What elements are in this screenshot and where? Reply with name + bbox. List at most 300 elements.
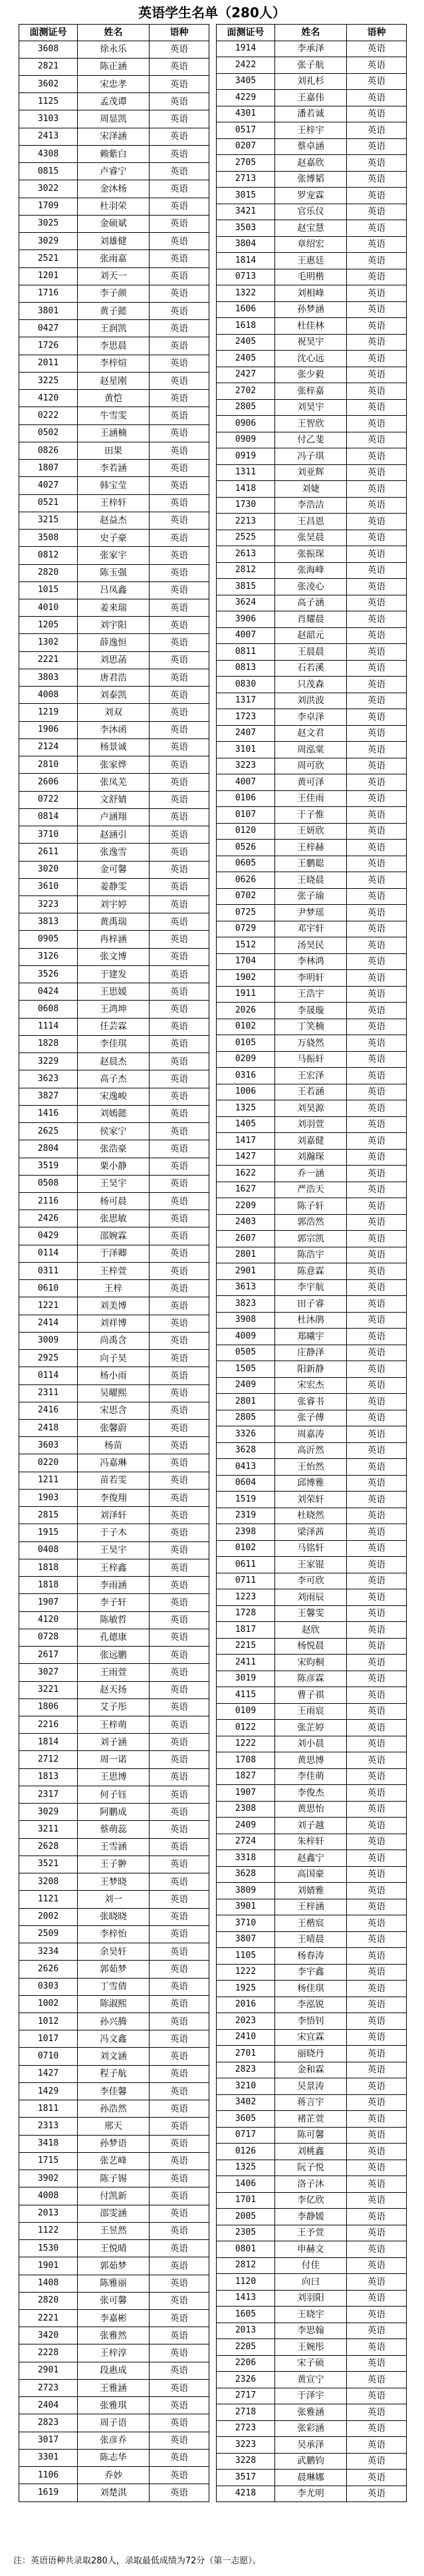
student-name-cell: 李沐函: [78, 721, 150, 738]
exam-number-cell: 0604: [217, 1475, 275, 1492]
student-name-cell: 王梓涵: [275, 1899, 347, 1915]
language-cell: 英语: [150, 2257, 209, 2275]
exam-number-cell: 3503: [217, 220, 275, 237]
exam-number-cell: 1219: [19, 704, 78, 721]
table-row: [217, 1703, 407, 1720]
exam-number-cell: 0107: [217, 807, 275, 824]
table-row: [19, 250, 209, 267]
student-name-cell: 于子木: [78, 1524, 150, 1541]
student-name-cell: 祝昊宇: [275, 334, 347, 351]
table-row: [19, 965, 209, 983]
student-name-cell: 李卓泽: [275, 709, 347, 726]
student-name-cell: 李宇航: [275, 1279, 347, 1296]
exam-number-cell: 3526: [19, 965, 78, 983]
table-row: [217, 725, 407, 742]
exam-number-cell: 3823: [217, 1296, 275, 1313]
student-name-cell: 李嘉彬: [78, 2309, 150, 2327]
exam-number-cell: 3613: [217, 1279, 275, 1296]
student-name-cell: 牛雪雯: [78, 407, 150, 424]
student-name-cell: 张睿书: [275, 1394, 347, 1410]
student-name-cell: 王晓宇: [275, 2307, 347, 2323]
student-name-cell: 刘洪波: [275, 693, 347, 709]
table-row: [217, 1671, 407, 1687]
exam-number-cell: 1606: [217, 301, 275, 318]
language-cell: 英语: [347, 1051, 407, 1068]
exam-number-cell: 1017: [19, 2030, 78, 2048]
exam-number-cell: 2713: [217, 171, 275, 188]
exam-number-cell: 2712: [19, 1751, 78, 1768]
student-name-cell: 刘宇婷: [78, 895, 150, 913]
exam-number-cell: 2628: [19, 1838, 78, 1855]
student-name-cell: 周一诺: [78, 1751, 150, 1768]
language-cell: 英语: [150, 1891, 209, 1908]
footnote: 注：英语语种共录取280人，录取最低成绩为72分（第一志愿）。: [13, 2556, 261, 2566]
table-row: [217, 1524, 407, 1541]
exam-number-cell: 0801: [217, 2241, 275, 2258]
table-row: [217, 2388, 407, 2404]
exam-number-cell: 3421: [217, 204, 275, 220]
table-row: [19, 756, 209, 774]
table-row: [217, 1394, 407, 1410]
student-name-cell: 李尤明: [275, 2486, 347, 2502]
student-name-cell: 王梓宇: [275, 122, 347, 139]
table-row: [19, 2135, 209, 2152]
language-cell: 英语: [150, 250, 209, 267]
exam-number-cell: 3809: [217, 1883, 275, 1899]
exam-number-cell: 0521: [19, 494, 78, 512]
student-name-cell: 李晟璇: [275, 1003, 347, 1019]
exam-number-cell: 2805: [217, 399, 275, 416]
table-row: [217, 530, 407, 546]
language-cell: 英语: [150, 1105, 209, 1122]
exam-number-cell: 1901: [19, 2257, 78, 2275]
student-name-cell: 李亿欣: [275, 2192, 347, 2209]
student-name-cell: 李思晨: [78, 337, 150, 355]
language-cell: 英语: [347, 627, 407, 644]
exam-number-cell: 1205: [19, 617, 78, 634]
exam-number-cell: 1413: [217, 2290, 275, 2307]
language-cell: 英语: [347, 41, 407, 57]
table-row: [217, 807, 407, 824]
exam-number-cell: 3508: [19, 530, 78, 547]
language-cell: 英语: [347, 253, 407, 269]
language-cell: 英语: [150, 704, 209, 721]
language-cell: 英语: [150, 2379, 209, 2396]
student-name-cell: 黄可泽: [275, 774, 347, 791]
language-cell: 英语: [347, 2144, 407, 2160]
student-name-cell: 卢睿宁: [78, 163, 150, 180]
exam-number-cell: 2812: [217, 562, 275, 579]
exam-number-cell: 1211: [19, 1472, 78, 1489]
student-name-cell: 邵雯涵: [78, 2205, 150, 2222]
exam-number-cell: 2407: [217, 725, 275, 742]
exam-number-cell: 2702: [217, 383, 275, 400]
table-row: [19, 617, 209, 634]
exam-number-cell: 2701: [217, 2046, 275, 2062]
table-row: [19, 1437, 209, 1454]
student-name-cell: 宋思含: [78, 1402, 150, 1419]
student-name-cell: 肖耀晨: [275, 611, 347, 628]
table-row: [19, 1647, 209, 1664]
table-row: [19, 1332, 209, 1349]
exam-number-cell: 4009: [217, 1329, 275, 1345]
exam-number-cell: 4027: [19, 477, 78, 494]
language-cell: 英语: [347, 1850, 407, 1867]
table-row: [217, 709, 407, 726]
language-cell: 英语: [347, 1915, 407, 1932]
student-name-cell: 庄静泽: [275, 1345, 347, 1361]
exam-number-cell: 3813: [19, 913, 78, 931]
exam-number-cell: 3608: [19, 41, 78, 58]
language-cell: 英语: [347, 774, 407, 791]
table-row: [217, 1231, 407, 1247]
language-cell: 英语: [150, 180, 209, 198]
exam-number-cell: 2414: [19, 1315, 78, 1332]
student-name-cell: 黄子懿: [78, 303, 150, 320]
language-cell: 英语: [150, 1716, 209, 1734]
language-cell: 英语: [347, 1899, 407, 1915]
student-name-cell: 赵欣: [275, 1622, 347, 1639]
table-row: [19, 826, 209, 844]
exam-number-cell: 1201: [19, 267, 78, 285]
language-cell: 英语: [347, 432, 407, 448]
table-row: [217, 840, 407, 856]
table-row: [19, 1192, 209, 1209]
language-cell: 英语: [347, 1671, 407, 1687]
language-cell: 英语: [347, 204, 407, 220]
table-row: [19, 337, 209, 355]
table-row: [19, 669, 209, 686]
exam-number-cell: 2901: [19, 2362, 78, 2379]
student-name-cell: 石若溪: [275, 660, 347, 677]
language-cell: 英语: [150, 1001, 209, 1018]
language-cell: 英语: [347, 2176, 407, 2193]
exam-number-cell: 1814: [19, 1734, 78, 1751]
table-row: [19, 2344, 209, 2362]
table-row: [217, 318, 407, 335]
student-name-cell: 乔妙: [78, 2467, 150, 2484]
exam-number-cell: 4007: [217, 774, 275, 791]
language-cell: 英语: [150, 1227, 209, 1245]
language-cell: 英语: [347, 2404, 407, 2421]
student-name-cell: 陈意霖: [275, 1263, 347, 1280]
exam-number-cell: 0517: [217, 122, 275, 139]
table-row: [19, 2048, 209, 2065]
language-cell: 英语: [347, 888, 407, 905]
student-name-cell: 张雅琪: [78, 2397, 150, 2414]
exam-number-cell: 2405: [217, 351, 275, 367]
table-row: [19, 2118, 209, 2135]
student-name-cell: 王惠廷: [275, 253, 347, 269]
table-row: [217, 2307, 407, 2323]
table-row: [217, 1035, 407, 1052]
student-name-cell: 李静媛: [275, 2209, 347, 2225]
language-cell: 英语: [150, 530, 209, 547]
student-name-cell: 王梓淳: [78, 2344, 150, 2362]
student-name-cell: 杨春涛: [275, 1948, 347, 1965]
exam-number-cell: 1222: [217, 1736, 275, 1752]
table-row: [19, 180, 209, 198]
student-name-cell: 田子睿: [275, 1296, 347, 1313]
student-name-cell: 官乐仪: [275, 204, 347, 220]
table-row: [217, 1426, 407, 1443]
language-cell: 英语: [347, 840, 407, 856]
language-cell: 英语: [347, 1247, 407, 1263]
exam-number-cell: 0222: [19, 407, 78, 424]
exam-number-cell: 0502: [19, 424, 78, 442]
student-name-cell: 陈敏哲: [78, 1611, 150, 1629]
exam-number-cell: 1817: [217, 1622, 275, 1639]
language-cell: 英语: [347, 2388, 407, 2404]
table-row: [217, 595, 407, 611]
table-row: [19, 1367, 209, 1384]
language-cell: 英语: [347, 464, 407, 481]
table-row: [217, 1214, 407, 1231]
table-row: [19, 2240, 209, 2257]
exam-number-cell: 2409: [217, 1377, 275, 1394]
language-cell: 英语: [150, 477, 209, 494]
student-name-cell: 赵星刚: [78, 372, 150, 389]
student-name-cell: 刘婧雅: [275, 1883, 347, 1899]
language-cell: 英语: [347, 2013, 407, 2030]
language-cell: 英语: [150, 2222, 209, 2239]
exam-number-cell: 2413: [19, 128, 78, 145]
exam-number-cell: 3521: [19, 1855, 78, 1873]
exam-number-cell: 2805: [217, 1410, 275, 1426]
exam-number-cell: 0303: [19, 1978, 78, 1995]
table-row: [19, 2082, 209, 2100]
student-name-cell: 宋忠孝: [78, 75, 150, 92]
student-name-cell: 赖紫白: [78, 145, 150, 162]
student-name-cell: 张梓嘉: [275, 383, 347, 400]
table-row: [217, 1003, 407, 1019]
student-name-cell: 刘昊源: [275, 1100, 347, 1117]
exam-number-cell: 1818: [19, 1577, 78, 1594]
language-cell: 英语: [150, 983, 209, 1001]
exam-number-cell: 1701: [217, 2192, 275, 2209]
table-row: [19, 303, 209, 320]
table-row: [19, 355, 209, 372]
table-row: [19, 163, 209, 180]
exam-number-cell: 2410: [217, 2029, 275, 2046]
table-row: [217, 1019, 407, 1035]
table-row: [19, 2309, 209, 2327]
exam-number-cell: 1907: [19, 1594, 78, 1611]
exam-number-cell: 1818: [19, 1559, 78, 1576]
table-row: [217, 2094, 407, 2111]
student-name-cell: 陈浩宇: [275, 1247, 347, 1263]
table-row: [217, 2078, 407, 2095]
table-row: [217, 57, 407, 74]
language-cell: 英语: [150, 669, 209, 686]
language-cell: 英语: [347, 2192, 407, 2209]
exam-number-cell: 1418: [217, 481, 275, 498]
table-row: [217, 1377, 407, 1394]
exam-number-cell: 0408: [19, 1541, 78, 1559]
student-name-cell: 史子豪: [78, 530, 150, 547]
table-row: [217, 138, 407, 155]
language-cell: 英语: [347, 970, 407, 987]
table-row: [217, 1573, 407, 1589]
table-row: [19, 145, 209, 162]
student-name-cell: 孙浩然: [78, 2100, 150, 2118]
student-name-cell: 阳新静: [275, 1361, 347, 1378]
student-name-cell: 洛子沐: [275, 2176, 347, 2193]
exam-number-cell: 2606: [19, 774, 78, 791]
exam-number-cell: 2215: [217, 1638, 275, 1655]
exam-number-cell: 1105: [217, 1948, 275, 1965]
exam-number-cell: 4008: [19, 687, 78, 704]
student-name-cell: 张雅然: [78, 2327, 150, 2344]
table-row: [217, 2404, 407, 2421]
language-cell: 英语: [347, 742, 407, 758]
language-cell: 英语: [347, 236, 407, 253]
language-cell: 英语: [347, 1834, 407, 1850]
student-name-cell: 王梦晓: [78, 1873, 150, 1891]
exam-number-cell: 0814: [19, 808, 78, 826]
table-row: [217, 1589, 407, 1606]
student-name-cell: 于泽宇: [275, 2388, 347, 2404]
language-cell: 英语: [347, 1605, 407, 1622]
student-name-cell: 李泓锐: [275, 1997, 347, 2013]
student-name-cell: 黄思博: [275, 1752, 347, 1769]
student-name-cell: 刘思菡: [78, 651, 150, 669]
language-cell: 英语: [347, 1377, 407, 1394]
student-name-cell: 李浩洁: [275, 497, 347, 514]
table-row: [19, 704, 209, 721]
exam-number-cell: 3902: [19, 2170, 78, 2187]
table-row: [217, 204, 407, 220]
student-name-cell: 刘礼杉: [275, 73, 347, 90]
language-cell: 英语: [150, 494, 209, 512]
exam-number-cell: 4008: [19, 2187, 78, 2205]
exam-number-cell: 3418: [19, 2135, 78, 2152]
table-body-left: [19, 41, 209, 2502]
table-row: [19, 1577, 209, 1594]
language-cell: 英语: [347, 1655, 407, 1671]
student-name-cell: 韩宝莹: [78, 477, 150, 494]
table-row: [19, 1018, 209, 1035]
language-cell: 英语: [347, 1410, 407, 1426]
table-row: [217, 1361, 407, 1378]
table-row: [19, 512, 209, 529]
language-cell: 英语: [150, 1123, 209, 1140]
student-name-cell: 王昱然: [78, 2222, 150, 2239]
language-cell: 英语: [150, 1664, 209, 1681]
table-row: [217, 921, 407, 937]
table-row: [19, 1227, 209, 1245]
table-row: [217, 2062, 407, 2078]
language-cell: 英语: [347, 2372, 407, 2388]
language-cell: 英语: [347, 138, 407, 155]
student-name-cell: 李宇鑫: [275, 1964, 347, 1981]
exam-number-cell: 3027: [19, 1664, 78, 1681]
language-cell: 英语: [347, 481, 407, 498]
table-row: [217, 171, 407, 188]
language-cell: 英语: [150, 1384, 209, 1402]
language-cell: 英语: [347, 1736, 407, 1752]
language-cell: 英语: [347, 1948, 407, 1965]
table-row: [217, 1279, 407, 1296]
student-name-cell: 王雨宸: [275, 1703, 347, 1720]
exam-number-cell: 0713: [217, 269, 275, 285]
table-row: [217, 888, 407, 905]
language-cell: 英语: [347, 1997, 407, 2013]
language-cell: 英语: [347, 1964, 407, 1981]
exam-number-cell: 1317: [217, 693, 275, 709]
table-row: [217, 41, 407, 57]
language-cell: 英语: [150, 1838, 209, 1855]
table-row: [19, 530, 209, 547]
language-cell: 英语: [347, 90, 407, 106]
table-row: [217, 155, 407, 172]
table-row: [19, 128, 209, 145]
table-row: [19, 2100, 209, 2118]
exam-number-cell: 1806: [19, 1698, 78, 1716]
language-cell: 英语: [150, 1577, 209, 1594]
language-cell: 英语: [150, 2467, 209, 2484]
exam-number-cell: 1827: [217, 1768, 275, 1785]
exam-number-cell: 0813: [217, 660, 275, 677]
table-row: [217, 2470, 407, 2486]
student-name-cell: 张文博: [78, 948, 150, 965]
exam-number-cell: 2023: [217, 2013, 275, 2030]
exam-number-cell: 2305: [217, 2225, 275, 2241]
exam-number-cell: 2521: [19, 250, 78, 267]
table-row: [19, 477, 209, 494]
exam-number-cell: 1622: [217, 1166, 275, 1182]
table-row: [19, 1943, 209, 1961]
table-row: [19, 1838, 209, 1855]
student-name-cell: 陈玉强: [78, 564, 150, 581]
language-cell: 英语: [150, 1873, 209, 1891]
student-name-cell: 王鸿坤: [78, 1001, 150, 1018]
student-name-cell: 严浩天: [275, 1182, 347, 1198]
table-row: [217, 1981, 407, 1997]
student-name-cell: 李俊杰: [275, 1785, 347, 1802]
table-row: [19, 2484, 209, 2502]
language-cell: 英语: [150, 424, 209, 442]
table-row: [19, 2414, 209, 2432]
exam-number-cell: 0114: [19, 1245, 78, 1262]
exam-number-cell: 1704: [217, 953, 275, 970]
exam-number-cell: 2509: [19, 1925, 78, 1943]
student-name-cell: 王昊宇: [78, 1175, 150, 1192]
student-name-cell: 吴景涛: [275, 2078, 347, 2095]
language-cell: 英语: [150, 1210, 209, 1227]
student-name-cell: 刘天一: [78, 267, 150, 285]
table-row: [19, 267, 209, 285]
student-name-cell: 徐永乐: [78, 41, 150, 58]
table-row: [217, 2420, 407, 2437]
language-cell: 英语: [150, 1908, 209, 1925]
table-row: [217, 188, 407, 204]
student-name-cell: 刘昊宇: [275, 399, 347, 416]
student-name-cell: 马振轩: [275, 1051, 347, 1068]
language-cell: 英语: [347, 611, 407, 628]
exam-number-cell: 3022: [19, 180, 78, 198]
table-row: [217, 1198, 407, 1215]
exam-number-cell: 2326: [217, 2372, 275, 2388]
exam-number-cell: 2221: [19, 651, 78, 669]
exam-number-cell: 1618: [217, 318, 275, 335]
exam-number-cell: 4120: [19, 1611, 78, 1629]
student-name-cell: 冯子琪: [275, 448, 347, 465]
language-cell: 英语: [150, 1855, 209, 1873]
exam-number-cell: 3405: [217, 73, 275, 90]
table-row: [19, 2327, 209, 2344]
table-row: [19, 1489, 209, 1506]
